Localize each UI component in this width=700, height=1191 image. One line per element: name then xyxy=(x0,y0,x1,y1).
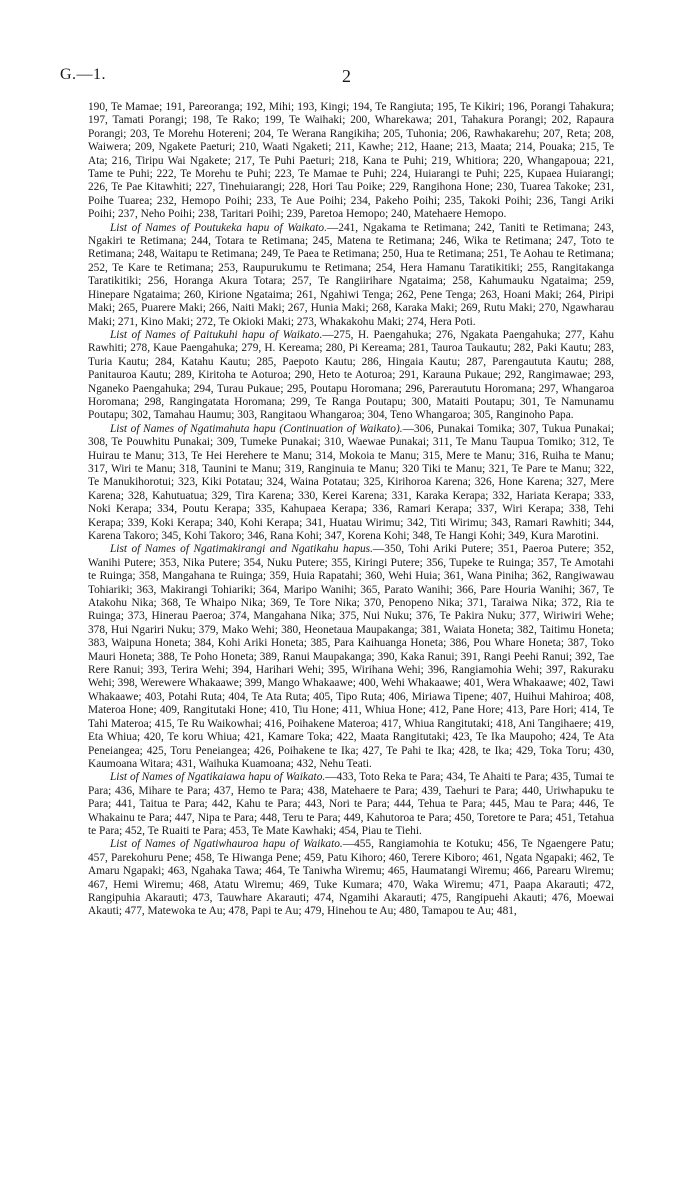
section-heading: List of Names of Ngatimakirangi and Ngatikahu hapus. xyxy=(110,543,373,556)
document-reference: G.—1. xyxy=(60,66,107,83)
section-heading: List of Names of Poutukeka hapu of Waikato. xyxy=(110,221,327,234)
section-text: —241, Ngakama te Retimana; 242, Taniti te Retimana; 243, Ngakiri te Retimana; 244, Totara te Retimana; 245, Matena te Retimana; 246, Wika te Retimana; 247, Toto te Retimana; 248, Waitapu te Retimana; 249, Te Paea te Retimana; 250, Hua te Retimana; 251, Te Aohau te Retimana; 252, Te Kare te Retimana; 253, Raupurukumu te Retimana; 254, Hera Hamanu Taratikitiki; 255, Rangitakanga Taratikitiki; 256, Horanga Akura Totara; 257, Te Rangiirihare Ngataima; 258, Kahumauku Ngataima; 259, Hinepare Ngataima; 260, Kirione Ngataima; 261, Ngahiwi Tenga; 262, Pene Tenga; 263, Hoani Maki; 264, Piripi Maki; 265, Puarere Maki; 266, Naiti Maki; 267, Hunia Maki; 268, Karaka Maki; 269, Rutu Maki; 270, Ngawharau Maki; 271, Kino Maki; 272, Te Okioki Maki; 273, Whakakohu Maki; 274, Hera Poti. xyxy=(88,221,614,328)
body-text xyxy=(88,101,614,919)
section-poutukeka xyxy=(88,222,614,329)
section-paitukuhi xyxy=(88,329,614,423)
section-ngatimakirangi xyxy=(88,543,614,771)
section-ngatimahuta xyxy=(88,423,614,544)
section-text: —455, Rangiamohia te Kotuku; 456, Te Ngaengere Patu; 457, Parekohuru Pene; 458, Te Hiwanga Pene; 459, Patu Kihoro; 460, Terere Kiboro; 461, Ngata Ngapaki; 462, Te Amaru Ngapaki; 463, Ngahaka Tawa; 464, Te Taniwha Wiremu; 465, Haumatangi Wiremu; 466, Parearu Wiremu; 467, Hemi Wiremu; 468, Atatu Wiremu; 469, Tuke Kumara; 470, Waka Wiremu; 471, Paapa Akarauti; 472, Rangipuhia Akarauti; 473, Tauwhare Akarauti; 474, Ngamihi Akarauti; 475, Rangipuehi Akauti; 476, Moewai Akauti; 477, Matewoka te Au; 478, Papi te Au; 479, Hinehou te Au; 480, Tamapou te Au; 481, xyxy=(88,838,614,918)
section-text: —433, Toto Reka te Para; 434, Te Ahaiti te Para; 435, Tumai te Para; 436, Mihare te Para; 437, Hemo te Para; 438, Matehaere te Para; 439, Taehuri te Para; 440, Uriwhapuku te Para; 441, Taitua te Para; 442, Kahu te Para; 443, Nori te Para; 444, Tehua te Para; 445, Mau te Para; 446, Te Whakainu te Para; 447, Nipa te Para; 448, Teru te Para; 449, Kahutoroa te Para; 450, Toretore te Para; 451, Tetahua te Para; 452, Te Ruaiti te Para; 453, Te Mate Kawhaki; 454, Piau te Tiehi. xyxy=(88,771,614,837)
page-header xyxy=(60,66,640,88)
section-text: —350, Tohi Ariki Putere; 351, Paeroa Putere; 352, Wanihi Putere; 353, Nika Putere; 354, Nuku Putere; 355, Kiringi Putere; 356, Tupeke te Ruinga; 357, Te Amotahi te Ruinga; 358, Mangahana te Ruinga; 359, Huia Rapatahi; 360, Wehi Huia; 361, Wana Piniha; 362, Rangiwawau Tohiariki; 363, Makirangi Tohiariki; 364, Maripo Wanihi; 365, Parato Wanihi; 366, Pare Houria Wanihi; 367, Te Atakohu Nika; 368, Te Whaipo Nika; 369, Te Tore Nika; 370, Penopeno Nika; 371, Taraiwa Nika; 372, Ria te Ruinga; 373, Hinerau Paeroa; 374, Mangahana Nika; 375, Nui Nuku; 376, Te Pakira Nuku; 377, Wiriwiri Wehe; 378, Hui Ngariri Nuku; 379, Mako Wehi; 380, Heonetaua Maupakanga; 381, Waiata Honeta; 382, Taitimu Honeta; 383, Waipuna Honeta; 384, Kohi Ariki Honeta; 385, Para Kaihuanga Honeta; 386, Pou Whare Honeta; 387, Toko Mauri Honeta; 388, Te Poho Honeta; 389, Ranui Maupakanga; 390, Kaka Ranui; 391, Rangi Peehi Ranui; 392, Tae Rere Ranui; 393, Terira Wehi; 394, Harihari Wehi; 395, Wirihana Wehi; 396, Rangiamohia Wehi; 397, Rakuraku Wehi; 398, Werewere Whakaawe; 399, Mango Whakaawe; 400, Wehi Whakaawe; 401, Wera Whakaawe; 402, Tawi Whakaawe; 403, Potahi Ruta; 404, Te Ata Ruta; 405, Tipo Ruta; 406, Miriawa Tipene; 407, Huihui Mahiroa; 408, Materoa Hone; 409, Rangitutaki Hone; 410, Tiu Hone; 411, Whiua Hone; 412, Pane Hore; 413, Pare Hori; 414, Te Tahi Materoa; 415, Te Ru Waikowhai; 416, Poihakene Materoa; 417, Whiua Rangitutaki; 418, Ani Tangihaere; 419, Eta Whiua; 420, Te koru Whiua; 421, Kamare Toka; 422, Maata Rangitutaki; 423, Te Ika Maupoho; 424, Te Ata Peneiangea; 425, Toru Peneiangea; 426, Poihakene te Ika; 427, Te Pahi te Ika; 428, te Ika; 429, Toka Toru; 430, Kaumoana Witara; 431, Waihuka Kuamoana; 432, Nehu Teati. xyxy=(88,543,614,770)
section-heading: List of Names of Ngatikaiawa hapu of Waikato. xyxy=(110,771,326,784)
section-heading: List of Names of Paitukuhi hapu of Waikato. xyxy=(110,328,323,341)
intro-paragraph: 190, Te Mamae; 191, Pareoranga; 192, Mihi; 193, Kingi; 194, Te Rangiuta; 195, Te Kikiri; 196, Porangi Tahakura; 197, Tamati Porangi; 198, Te Rako; 199, Te Waihaki; 200, Wharekawa; 201, Tahakura Porangi; 202, Rapaura Porangi; 203, Te Morehu Hotereni; 204, Te Werana Rangikiha; 205, Tuhonia; 206, Rawhakarehu; 207, Reta; 208, Waiwera; 209, Ngakete Paeturi; 210, Waati Ngaketi; 211, Kawhe; 212, Haane; 213, Maata; 214, Pouaka; 215, Te Ata; 216, Tiripu Wai Ngakete; 217, Te Puhi Paeturi; 218, Kana te Puhi; 219, Whitiora; 220, Whangapoua; 221, Tame te Puhi; 222, Te Morehu te Puhi; 223, Te Mamae te Puhi; 224, Huiarangi te Puhi; 225, Kupaea Huiarangi; 226, Te Pae Kitawhiti; 227, Tinehuiarangi; 228, Hori Tau Poike; 229, Rangihona Hone; 230, Tuarea Takoke; 231, Poihe Tuarea; 232, Hemopo Poihi; 233, Te Aue Poihi; 234, Pakeho Poihi; 235, Takoki Poihi; 236, Tangi Ariki Poihi; 237, Neho Poihi; 238, Taritari Poihi; 239, Paretoa Hemopo; 240, Matehaere Hemopo. xyxy=(88,101,614,221)
section-ngatiwhauroa xyxy=(88,838,614,918)
section-text: —275, H. Paengahuka; 276, Ngakata Paengahuka; 277, Kahu Rawhiti; 278, Kaue Paengahuka; 279, H. Kereama; 280, Pi Kereama; 281, Tauroa Taukautu; 282, Paki Kautu; 283, Turia Kautu; 284, Katahu Kautu; 285, Paepoto Kautu; 286, Hingaia Kautu; 287, Parengaututa Kautu; 288, Panitauroa Kautu; 289, Kiritoha te Aoturoa; 290, Heto te Aoturoa; 291, Karauna Pukaue; 292, Rangimawae; 293, Nganeko Paengahuka; 294, Turau Pukaue; 295, Poutapu Horomana; 296, Pareraututu Horomana; 297, Whangaroa Horomana; 298, Rangingatata Horomana; 299, Te Ranga Poutapu; 300, Mataiti Poutapu; 301, Te Namunamu Poutapu; 302, Tamahau Haumu; 303, Rangitaou Whangaroa; 304, Teno Whangaroa; 305, Ranginoho Papa. xyxy=(88,328,614,422)
section-heading: List of Names of Ngatiwhauroa hapu of Waikato. xyxy=(110,838,343,851)
section-text: —306, Punakai Tomika; 307, Tukua Punakai; 308, Te Pouwhitu Punakai; 309, Tumeke Punakai; 310, Waewae Punakai; 311, Te Manu Taupua Tomiko; 312, Te Huirau te Manu; 313, Te Hei Herehere te Manu; 314, Mokoia te Manu; 315, Mere te Manu; 316, Ruiha te Manu; 317, Wiri te Manu; 318, Taunini te Manu; 319, Ranginuia te Manu; 320 Tiki te Manu; 321, Te Pare te Manu; 322, Te Manukihorotui; 323, Kiki Potatau; 324, Waina Potatau; 325, Kirihoroa Karena; 326, Hone Karena; 327, Mere Karena; 328, Kahutuatua; 329, Tira Karena; 330, Kerei Karena; 331, Karaka Kerapa; 332, Hariata Kerapa; 333, Noki Kerapa; 334, Poutu Kerapa; 335, Kahupaea Kerapa; 336, Ramari Kerapa; 337, Wiri Kerapa; 338, Tehi Kerapa; 339, Koki Kerapa; 340, Kohi Kerapa; 341, Huatau Wirimu; 342, Titi Wirimu; 343, Ramari Rawhiti; 344, Karena Takoro; 345, Kohi Takoro; 346, Rana Kohi; 347, Korena Kohi; 348, Te Hangi Kohi; 349, Kura Marotini. xyxy=(88,422,614,542)
section-heading: List of Names of Ngatimahuta hapu (Continuation of Waikato). xyxy=(110,422,403,435)
section-ngatikaiawa xyxy=(88,771,614,838)
page-number: 2 xyxy=(342,66,351,86)
